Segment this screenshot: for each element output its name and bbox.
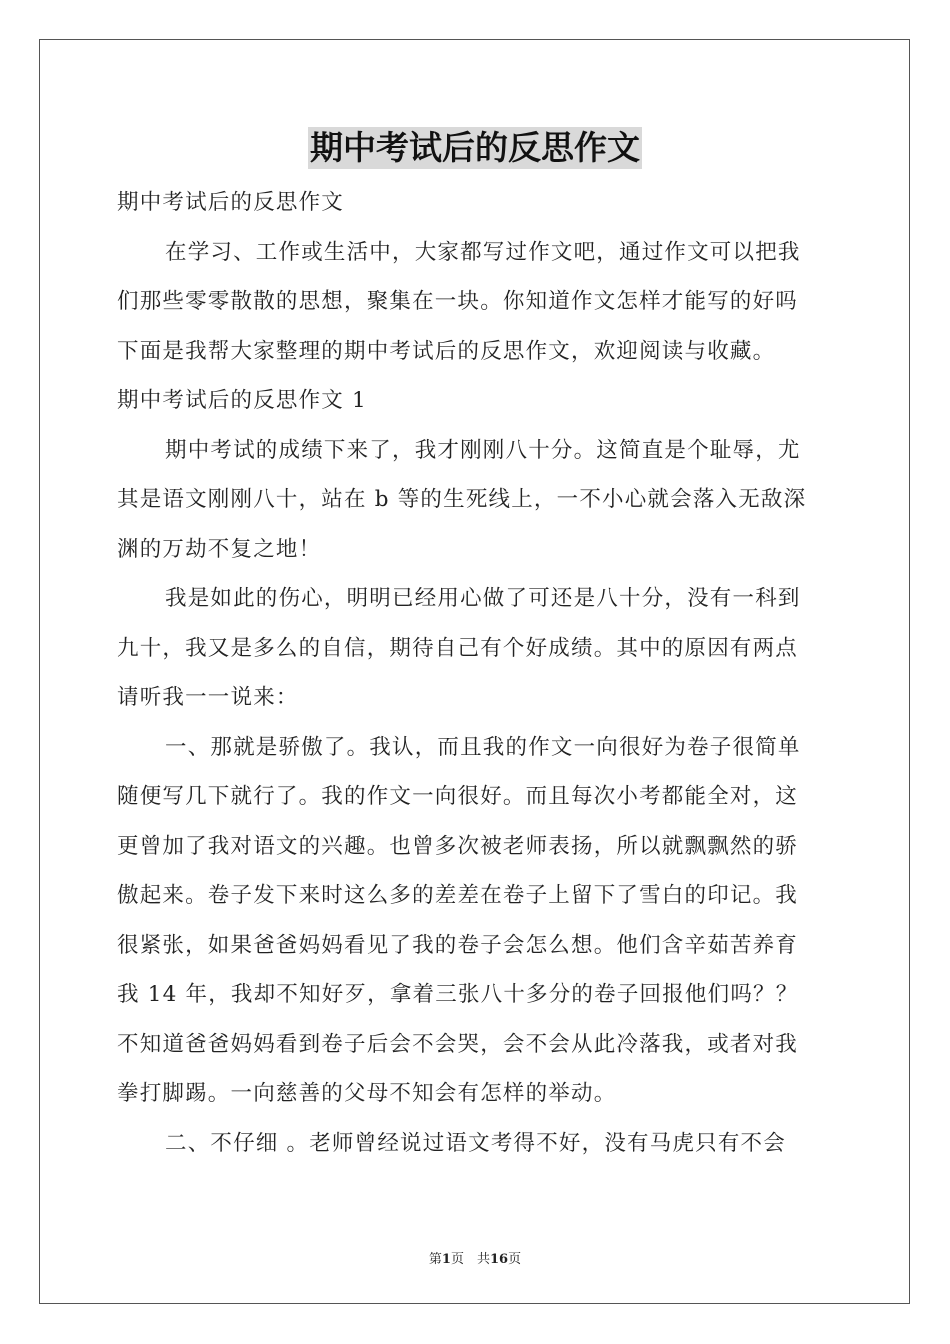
document-title-text: 期中考试后的反思作文 <box>310 128 640 167</box>
document-title <box>0 127 950 169</box>
body-line: 一、那就是骄傲了。我认，而且我的作文一向很好为卷子很简单 <box>165 734 801 760</box>
body-line: 很紧张，如果爸爸妈妈看见了我的卷子会怎么想。他们含辛茹苦养育 <box>117 932 799 958</box>
body-line: 下面是我帮大家整理的期中考试后的反思作文，欢迎阅读与收藏。 <box>117 338 776 364</box>
footer-suffix: 页 <box>508 1252 522 1267</box>
body-line: 二、不仔细 。老师曾经说过语文考得不好，没有马虎只有不会 <box>165 1130 786 1156</box>
body-line: 期中考试的成绩下来了，我才刚刚八十分。这简直是个耻辱，尤 <box>165 437 801 463</box>
body-line: 其是语文刚刚八十，站在 b 等的生死线上，一不小心就会落入无敌深 <box>117 487 807 512</box>
body-line: 们那些零零散散的思想，聚集在一块。你知道作文怎样才能写的好吗 <box>117 289 799 314</box>
document-body <box>117 178 833 1168</box>
body-line: 期中考试后的反思作文 <box>117 190 345 215</box>
body-line: 不知道爸爸妈妈看到卷子后会不会哭，会不会从此冷落我，或者对我 <box>117 1031 799 1057</box>
body-line: 请听我一一说来： <box>117 685 299 710</box>
body-line: 更曾加了我对语文的兴趣。也曾多次被老师表扬，所以就飘飘然的骄 <box>117 833 799 859</box>
body-line: 九十，我又是多么的自信，期待自己有个好成绩。其中的原因有两点 <box>117 635 799 661</box>
body-line: 我是如此的伤心，明明已经用心做了可还是八十分，没有一科到 <box>165 586 801 611</box>
body-line: 在学习、工作或生活中，大家都写过作文吧，通过作文可以把我 <box>165 239 801 265</box>
page-footer <box>0 1248 950 1267</box>
footer-page-number: 1 <box>441 1252 451 1267</box>
body-line: 期中考试后的反思作文 1 <box>117 388 367 413</box>
body-line: 我 14 年，我却不知好歹，拿着三张八十多分的卷子回报他们吗？？ <box>117 982 799 1007</box>
footer-total-pages: 16 <box>489 1252 509 1267</box>
footer-prefix: 第 <box>428 1252 442 1267</box>
body-line: 随便写几下就行了。我的作文一向很好。而且每次小考都能全对，这 <box>117 784 799 809</box>
footer-middle: 页 共 <box>450 1252 490 1267</box>
body-line: 拳打脚踢。一向慈善的父母不知会有怎样的举动。 <box>117 1081 617 1106</box>
body-line: 傲起来。卷子发下来时这么多的差差在卷子上留下了雪白的印记。我 <box>117 883 799 908</box>
body-line: 渊的万劫不复之地！ <box>117 536 322 562</box>
